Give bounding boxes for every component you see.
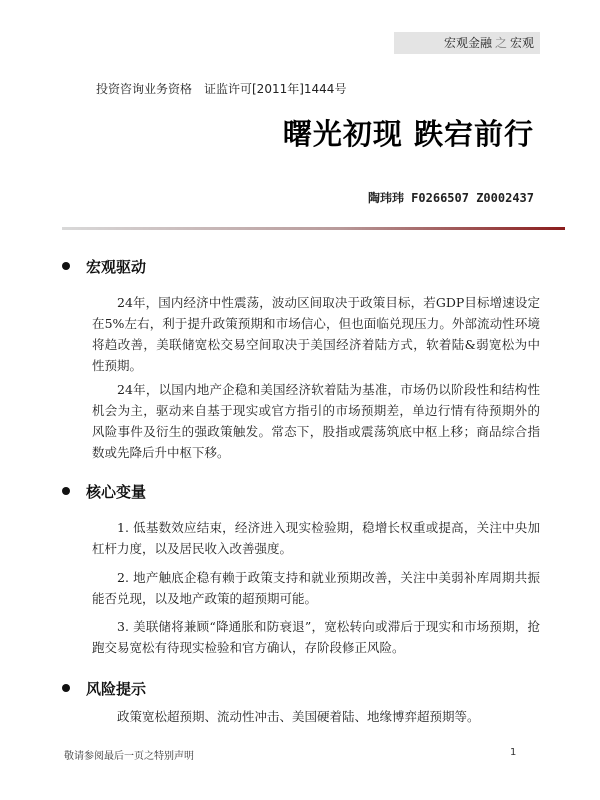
bullet-icon [62, 684, 70, 692]
paragraph: 24年，以国内地产企稳和美国经济软着陆为基准，市场仍以阶段性和结构性机会为主，驱动来自基于现实或官方指引的市场预期差，单边行情有待预期外的风险事件及衍生的强政策触发。常态下，股指或震荡筑底中枢上移；商品综合指数或先降后升中枢下移。 [92, 382, 540, 460]
category-separator: 之 [494, 36, 507, 50]
section-heading-text: 核心变量 [86, 483, 147, 501]
subcategory-label: 宏观 [509, 36, 534, 50]
report-title: 曙光初现 跌宕前行 [282, 117, 534, 151]
footer-disclaimer-note: 敬请参阅最后一页之特别声明 [64, 751, 194, 762]
title-divider [62, 227, 565, 230]
license-info: 投资咨询业务资格 证监许可[2011年]1444号 [96, 82, 347, 96]
bullet-icon [62, 262, 70, 270]
paragraph: 3. 美联储将兼顾“降通胀和防衰退”，宽松转向或滞后于现实和市场预期，抢跑交易宽松有待现实检验和官方确认，存阶段修正风险。 [92, 619, 540, 655]
paragraph: 24年，国内经济中性震荡，波动区间取决于政策目标，若GDP目标增速设定在5%左右，利于提升政策预期和市场信心，但也面临兑现压力。外部流动性环境将趋改善，美联储宽松交易空间取决于美国经济着陆方式，软着陆&弱宽松为中性预期。 [92, 295, 540, 373]
category-label: 宏观金融 [443, 36, 492, 50]
section-heading-risk-warning [62, 678, 146, 699]
report-category-tag [394, 32, 540, 54]
paragraph: 政策宽松超预期、流动性冲击、美国硬着陆、地缘博弈超预期等。 [117, 709, 480, 724]
paragraph: 2. 地产触底企稳有赖于政策支持和就业预期改善，关注中美弱补库周期共振能否兑现，以及地产政策的超预期可能。 [92, 570, 540, 606]
page-number: 1 [510, 747, 517, 758]
section-heading-text: 风险提示 [86, 680, 147, 698]
paragraph: 1. 低基数效应结束，经济进入现实检验期，稳增长权重或提高，关注中央加杠杆力度，以及居民收入改善强度。 [92, 520, 540, 556]
author-line: 陶玮玮 F0266507 Z0002437 [367, 191, 534, 205]
bullet-icon [62, 487, 70, 495]
section-heading-core-variables [62, 481, 146, 502]
section-heading-text: 宏观驱动 [86, 258, 147, 276]
section-heading-macro-drivers [62, 256, 146, 277]
